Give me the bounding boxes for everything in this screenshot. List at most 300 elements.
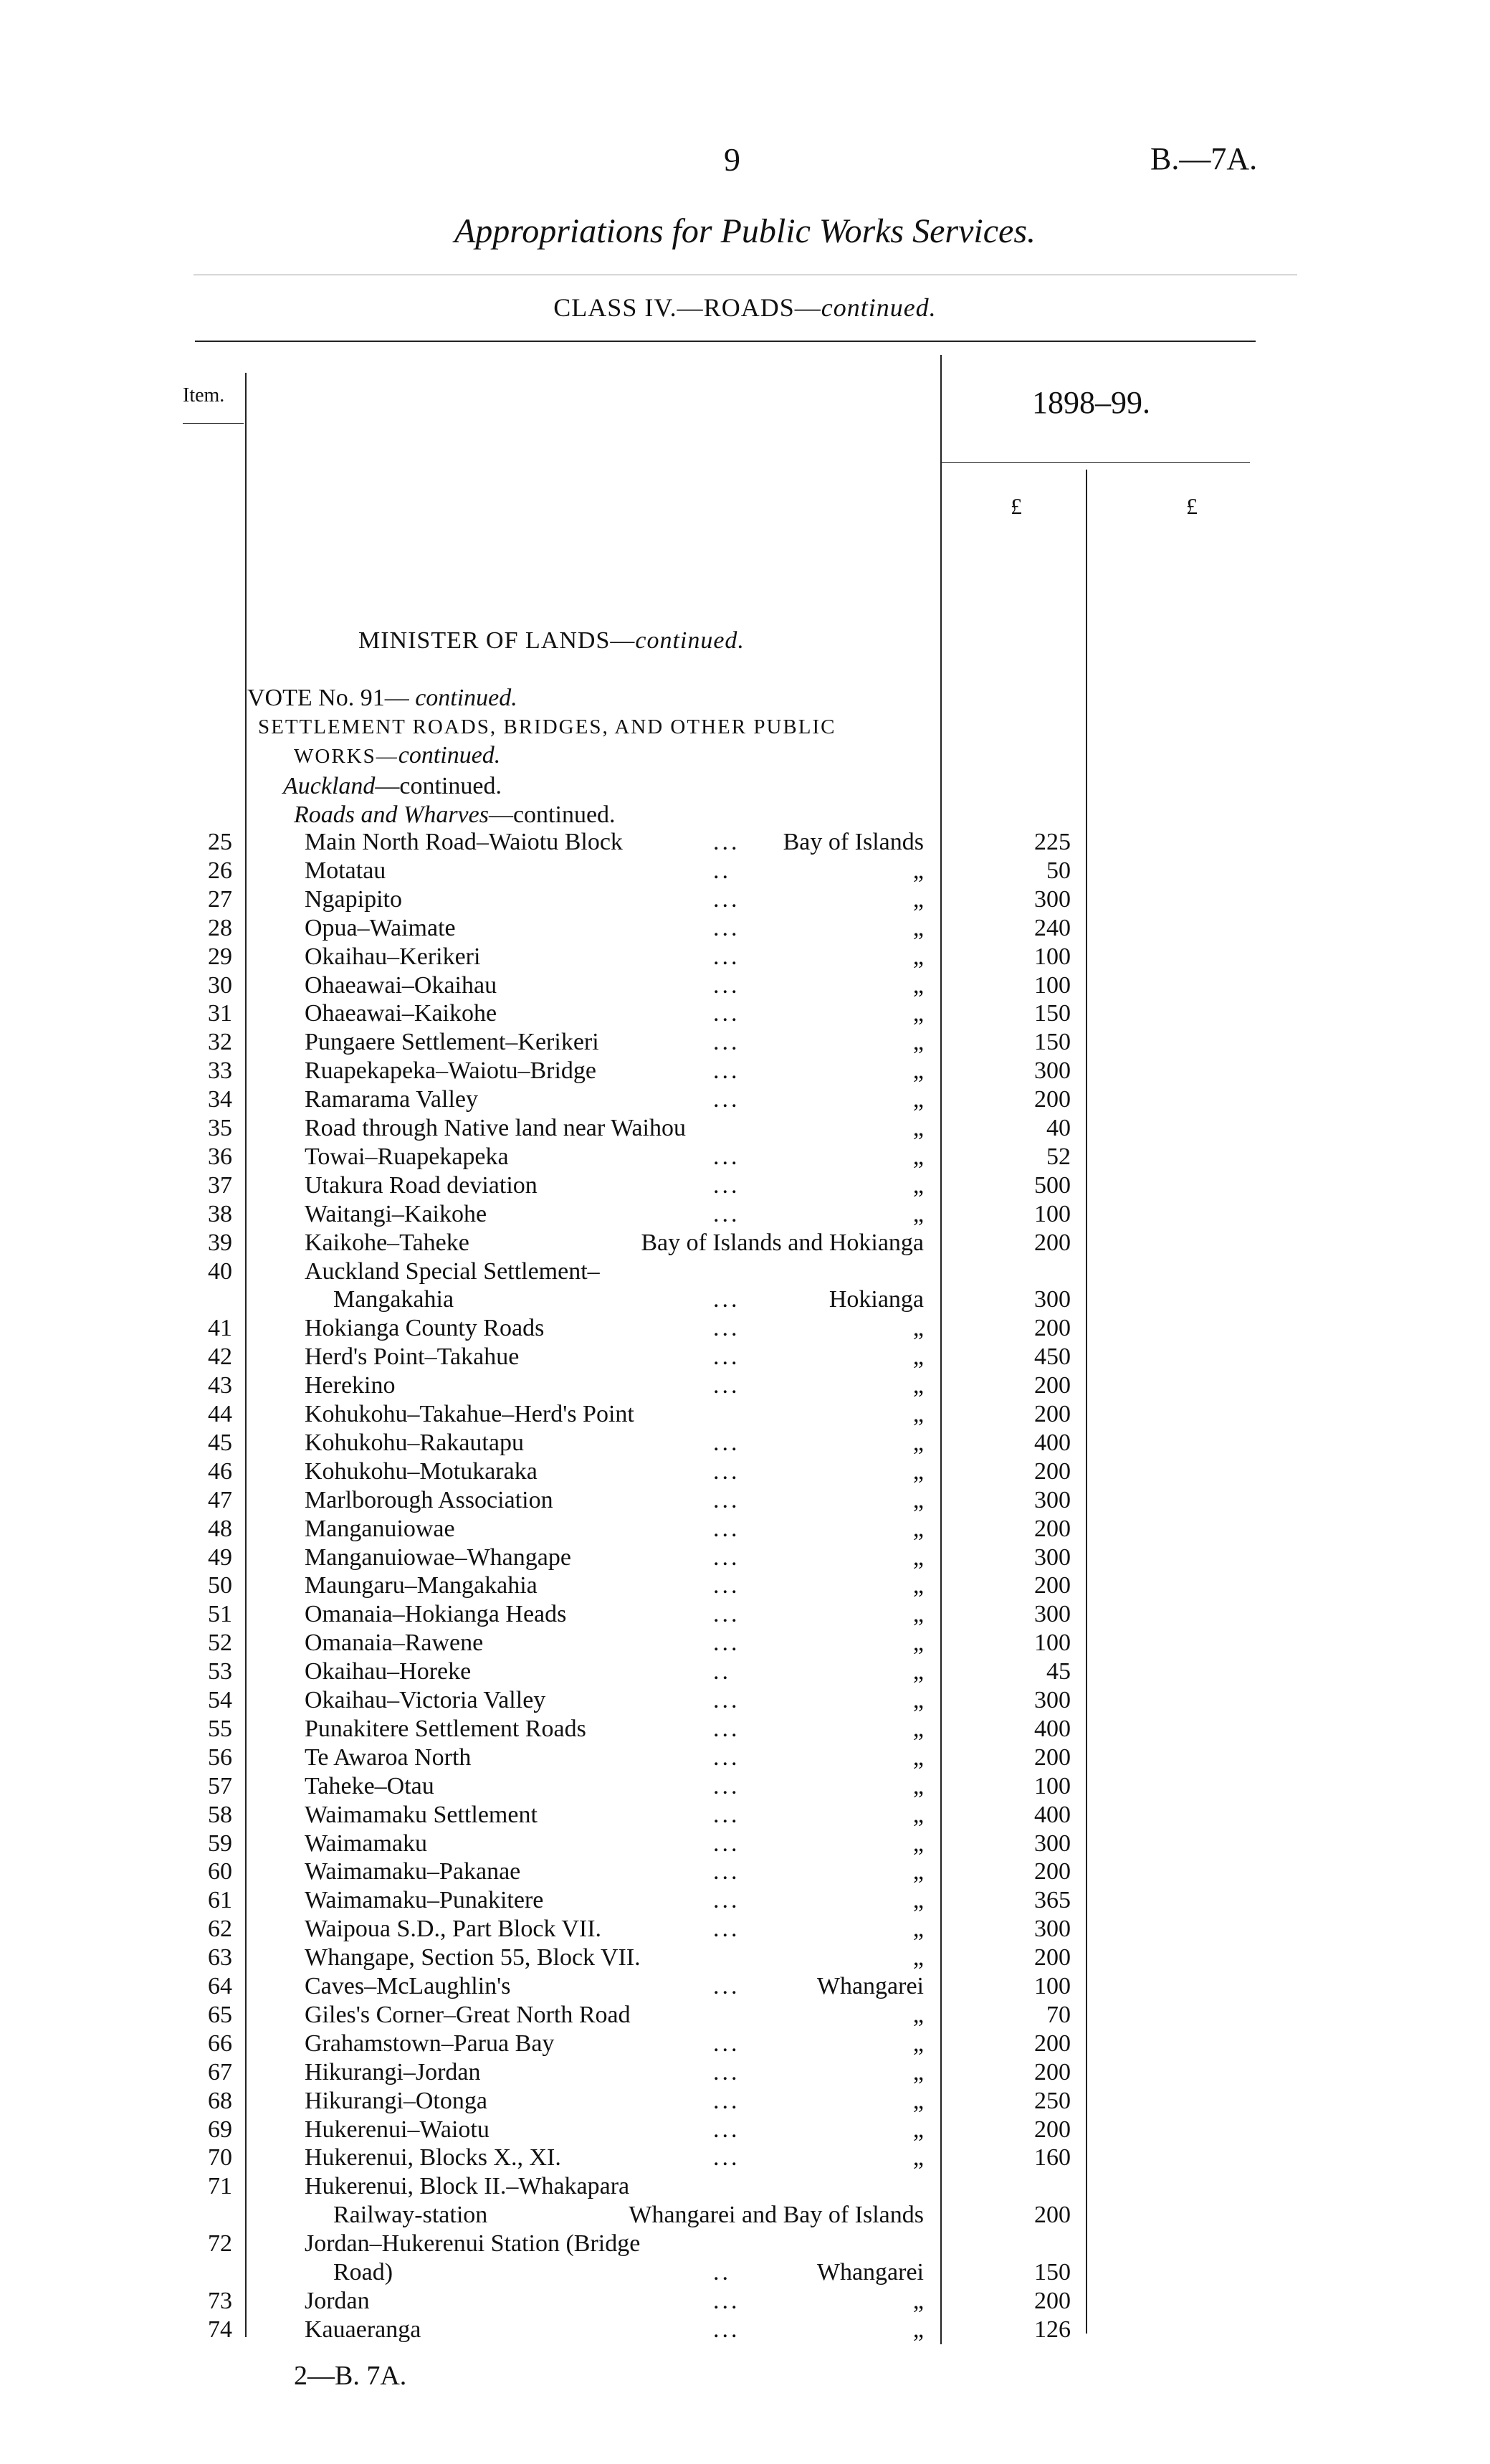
- table-row: [0, 1486, 1490, 1515]
- item-number: 44: [208, 1401, 232, 1427]
- item-number: 65: [208, 2001, 232, 2028]
- table-row: [0, 1657, 1490, 1686]
- item-number: 38: [208, 1200, 232, 1227]
- district: Bay of Islands and Hokianga: [641, 1229, 924, 1256]
- amount: 150: [1034, 1029, 1071, 1056]
- district: Bay of Islands: [783, 829, 924, 855]
- vote-main: VOTE No. 91—: [247, 685, 416, 711]
- leader-dots: ...: [713, 1772, 740, 1799]
- district: „: [912, 1429, 924, 1456]
- table-row: [0, 1457, 1490, 1486]
- district: „: [912, 885, 924, 913]
- district: „: [912, 1029, 924, 1056]
- road-name: Road through Native land near Waihou: [305, 1115, 686, 1141]
- road-name: Utakura Road deviation: [305, 1171, 538, 1199]
- document-reference: B.—7A.: [1150, 141, 1258, 176]
- table-row: [0, 1171, 1490, 1200]
- leader-dots: ...: [713, 1286, 740, 1313]
- subtitle-continued: continued.: [821, 293, 937, 322]
- district: „: [912, 1801, 924, 1828]
- table-row: [0, 1257, 1490, 1286]
- road-name: Grahamstown–Parua Bay: [305, 2030, 555, 2057]
- leader-dots: ...: [713, 1630, 740, 1657]
- district: „: [912, 1057, 924, 1085]
- road-name: Hokianga County Roads: [305, 1315, 545, 1342]
- item-number: 42: [208, 1343, 232, 1371]
- table-row: [0, 2116, 1490, 2144]
- item-number: 55: [208, 1715, 232, 1742]
- road-name: Hukerenui, Block II.–Whakapara: [305, 2173, 630, 2200]
- table-row: [0, 2230, 1490, 2258]
- amount: 300: [1034, 1601, 1071, 1628]
- amount: 126: [1034, 2316, 1071, 2343]
- auckland-main: Auckland: [283, 773, 376, 799]
- table-row: [0, 1944, 1490, 1972]
- leader-dots: ...: [713, 1429, 740, 1456]
- road-name: Omanaia–Hokianga Heads: [305, 1601, 567, 1628]
- table-row: [0, 1600, 1490, 1629]
- item-number: 66: [208, 2030, 232, 2057]
- leader-dots: ...: [713, 2058, 740, 2085]
- table-row: [0, 971, 1490, 1000]
- table-row: [0, 1744, 1490, 1772]
- road-name: Whangape, Section 55, Block VII.: [305, 1944, 641, 1971]
- amount: 200: [1034, 1944, 1071, 1971]
- class-subtitle: [0, 292, 1490, 323]
- leader-dots: ...: [713, 1000, 740, 1027]
- settlement-main: WORKS—: [294, 745, 398, 768]
- leader-dots: ...: [713, 1887, 740, 1914]
- table-row: [0, 1285, 1490, 1314]
- amount: 200: [1034, 1086, 1071, 1113]
- district: Whangarei: [816, 1973, 924, 1999]
- amount: 200: [1034, 1229, 1071, 1256]
- amount: 100: [1034, 1630, 1071, 1657]
- district: „: [912, 1744, 924, 1771]
- district: „: [912, 1000, 924, 1027]
- table-row: [0, 1200, 1490, 1229]
- district: „: [912, 1200, 924, 1227]
- leader-dots: ...: [713, 1801, 740, 1828]
- item-number: 29: [208, 943, 232, 970]
- table-row: [0, 1772, 1490, 1801]
- amount: 100: [1034, 943, 1071, 970]
- road-name: Main North Road–Waiotu Block: [305, 829, 623, 855]
- table-row: [0, 2030, 1490, 2058]
- settlement-heading-line1: SETTLEMENT ROADS, BRIDGES, AND OTHER PUBLIC: [258, 715, 836, 738]
- amount: 200: [1034, 1401, 1071, 1427]
- amount: 200: [1034, 1744, 1071, 1771]
- leader-dots: ...: [713, 1057, 740, 1085]
- leader-dots: ...: [713, 2087, 740, 2114]
- leader-dots: ...: [713, 1143, 740, 1170]
- table-row: [0, 1028, 1490, 1057]
- district: „: [912, 1772, 924, 1799]
- district: „: [912, 2287, 924, 2314]
- district: „: [912, 1315, 924, 1342]
- district: Hokianga: [828, 1286, 924, 1313]
- amount: 52: [1046, 1143, 1071, 1170]
- road-name: Waipoua S.D., Part Block VII.: [305, 1916, 602, 1943]
- district: „: [912, 1372, 924, 1399]
- item-number: 62: [208, 1916, 232, 1943]
- amount: 100: [1034, 1772, 1071, 1799]
- road-name: Opua–Waimate: [305, 914, 456, 941]
- item-number: 69: [208, 2116, 232, 2143]
- district: „: [912, 1086, 924, 1113]
- district: „: [912, 2087, 924, 2114]
- item-number: 56: [208, 1744, 232, 1771]
- leader-dots: ...: [713, 1543, 740, 1571]
- item-number: 58: [208, 1801, 232, 1828]
- amount: 200: [1034, 1372, 1071, 1399]
- item-column-header: Item.: [183, 384, 225, 406]
- road-name: Waimamaku: [305, 1830, 427, 1857]
- table-row: [0, 885, 1490, 914]
- table-row: [0, 2316, 1490, 2344]
- table-row: [0, 1429, 1490, 1457]
- amount: 200: [1034, 1515, 1071, 1542]
- minister-heading: [358, 627, 745, 655]
- leader-dots: ...: [713, 1572, 740, 1599]
- item-number: 30: [208, 971, 232, 999]
- item-number: 74: [208, 2316, 232, 2343]
- amount: 500: [1034, 1171, 1071, 1199]
- road-name: Punakitere Settlement Roads: [305, 1715, 586, 1742]
- table-row: [0, 1801, 1490, 1830]
- table-row: [0, 2172, 1490, 2201]
- item-number: 49: [208, 1543, 232, 1571]
- roads-continued: —continued.: [488, 801, 616, 828]
- table-row: [0, 2201, 1490, 2230]
- table-row: [0, 1715, 1490, 1744]
- leader-dots: ...: [713, 1858, 740, 1885]
- item-number: 43: [208, 1372, 232, 1399]
- settlement-heading-line2: [294, 742, 500, 769]
- amount: 400: [1034, 1429, 1071, 1456]
- road-name: Railway-station: [333, 2202, 488, 2229]
- table-row: [0, 1686, 1490, 1715]
- district: „: [912, 943, 924, 970]
- table-row: [0, 1371, 1490, 1400]
- road-name: Hikurangi–Jordan: [305, 2058, 481, 2085]
- item-number: 51: [208, 1601, 232, 1628]
- table-row: [0, 1085, 1490, 1114]
- leader-dots: ...: [713, 2316, 740, 2343]
- road-name: Caves–McLaughlin's: [305, 1973, 511, 1999]
- amount: 300: [1034, 1486, 1071, 1513]
- item-number: 39: [208, 1229, 232, 1256]
- district: „: [912, 1601, 924, 1628]
- district: „: [912, 1687, 924, 1713]
- road-name: Ohaeawai–Okaihau: [305, 971, 497, 999]
- leader-dots: ...: [713, 829, 740, 855]
- amount: 300: [1034, 1057, 1071, 1085]
- amount: 70: [1046, 2001, 1071, 2028]
- leader-dots: ...: [713, 1029, 740, 1056]
- item-number: 25: [208, 829, 232, 855]
- amount: 400: [1034, 1801, 1071, 1828]
- item-number: 67: [208, 2058, 232, 2085]
- amount: 200: [1034, 1315, 1071, 1342]
- amount: 300: [1034, 1286, 1071, 1313]
- road-name: Ngapipito: [305, 885, 402, 913]
- minister-main: MINISTER OF LANDS—: [358, 627, 636, 654]
- leader-dots: ...: [713, 1830, 740, 1857]
- leader-dots: ...: [713, 885, 740, 913]
- amount: 200: [1034, 1457, 1071, 1485]
- road-name: Waitangi–Kaikohe: [305, 1200, 487, 1227]
- district: „: [912, 1401, 924, 1427]
- item-number: 41: [208, 1315, 232, 1342]
- road-name: Waimamaku Settlement: [305, 1801, 538, 1828]
- road-name: Kohukohu–Takahue–Herd's Point: [305, 1401, 634, 1427]
- leader-dots: ...: [713, 1715, 740, 1742]
- district: „: [912, 1457, 924, 1485]
- item-number: 37: [208, 1171, 232, 1199]
- amount: 250: [1034, 2087, 1071, 2114]
- leader-dots: ...: [713, 1457, 740, 1485]
- road-name: Ramarama Valley: [305, 1086, 479, 1113]
- item-number: 47: [208, 1486, 232, 1513]
- item-number: 70: [208, 2144, 232, 2172]
- leader-dots: ...: [713, 1200, 740, 1227]
- road-name: Marlborough Association: [305, 1486, 553, 1513]
- table-row: [0, 2087, 1490, 2116]
- district: „: [912, 2316, 924, 2343]
- road-name: Jordan: [305, 2287, 370, 2314]
- district: „: [912, 2116, 924, 2143]
- item-number: 26: [208, 857, 232, 884]
- amount: 300: [1034, 885, 1071, 913]
- table-row: [0, 1143, 1490, 1171]
- district: „: [912, 2030, 924, 2057]
- item-number: 53: [208, 1658, 232, 1685]
- item-number: 35: [208, 1115, 232, 1141]
- district: „: [912, 1916, 924, 1943]
- amount: 45: [1046, 1658, 1071, 1685]
- leader-dots: ...: [713, 1372, 740, 1399]
- subtitle-main: CLASS IV.—ROADS—: [553, 293, 821, 322]
- leader-dots: ...: [713, 1315, 740, 1342]
- road-name: Kauaeranga: [305, 2316, 421, 2343]
- auckland-heading: [283, 773, 502, 800]
- district: „: [912, 1115, 924, 1141]
- leader-dots: ..: [713, 857, 731, 884]
- table-top-rule: [195, 341, 1256, 342]
- table-row: [0, 1543, 1490, 1572]
- leader-dots: ...: [713, 2144, 740, 2172]
- amount: 400: [1034, 1715, 1071, 1742]
- amount: 100: [1034, 1973, 1071, 1999]
- amount: 200: [1034, 2287, 1071, 2314]
- table-row: [0, 1571, 1490, 1600]
- district: „: [912, 1171, 924, 1199]
- table-row: [0, 1314, 1490, 1343]
- district: „: [912, 1658, 924, 1685]
- table-row: [0, 1972, 1490, 2001]
- amount: 200: [1034, 2058, 1071, 2085]
- road-name: Ruapekapeka–Waiotu–Bridge: [305, 1057, 597, 1085]
- road-name: Waimamaku–Punakitere: [305, 1887, 544, 1914]
- item-number: 31: [208, 1000, 232, 1027]
- district: „: [912, 1887, 924, 1914]
- road-name: Taheke–Otau: [305, 1772, 434, 1799]
- amount: 300: [1034, 1916, 1071, 1943]
- road-name: Giles's Corner–Great North Road: [305, 2001, 631, 2028]
- district: Whangarei and Bay of Islands: [629, 2202, 924, 2229]
- item-number: 46: [208, 1457, 232, 1485]
- district: Whangarei: [816, 2259, 924, 2285]
- item-number: 34: [208, 1086, 232, 1113]
- district: „: [912, 1543, 924, 1571]
- item-number: 48: [208, 1515, 232, 1542]
- leader-dots: ...: [713, 1973, 740, 1999]
- page-number: 9: [724, 141, 740, 178]
- leader-dots: ...: [713, 1343, 740, 1371]
- item-number: 28: [208, 914, 232, 941]
- leader-dots: ...: [713, 914, 740, 941]
- amount: 200: [1034, 1858, 1071, 1885]
- item-number: 64: [208, 1973, 232, 1999]
- district: „: [912, 1515, 924, 1542]
- table-row: [0, 1857, 1490, 1886]
- amount: 200: [1034, 2202, 1071, 2229]
- amount: 200: [1034, 2030, 1071, 2057]
- table-row: [0, 2144, 1490, 2172]
- item-number: 71: [208, 2173, 232, 2200]
- table-row: [0, 999, 1490, 1028]
- district: „: [912, 971, 924, 999]
- year-rule: [942, 462, 1250, 463]
- item-number: 32: [208, 1029, 232, 1056]
- item-number: 59: [208, 1830, 232, 1857]
- road-name: Kaikohe–Taheke: [305, 1229, 469, 1256]
- table-row: [0, 1515, 1490, 1543]
- road-name: Okaihau–Horeke: [305, 1658, 472, 1685]
- settlement-continued: continued.: [398, 742, 501, 769]
- leader-dots: ...: [713, 1916, 740, 1943]
- road-name: Ohaeawai–Kaikohe: [305, 1000, 497, 1027]
- road-name: Hukerenui, Blocks X., XI.: [305, 2144, 561, 2172]
- table-row: [0, 1886, 1490, 1915]
- item-number: 27: [208, 885, 232, 913]
- amount: 225: [1034, 829, 1071, 855]
- item-number: 40: [208, 1257, 232, 1285]
- table-row: [0, 1343, 1490, 1371]
- roads-wharves-heading: [294, 801, 616, 829]
- leader-dots: ...: [713, 971, 740, 999]
- amount: 300: [1034, 1543, 1071, 1571]
- road-name: Maungaru–Mangakahia: [305, 1572, 538, 1599]
- table-row: [0, 2258, 1490, 2287]
- leader-dots: ...: [713, 1486, 740, 1513]
- item-number: 36: [208, 1143, 232, 1170]
- year-column-header: 1898–99.: [1032, 385, 1150, 420]
- district: „: [912, 857, 924, 884]
- leader-dots: ...: [713, 2030, 740, 2057]
- road-name: Mangakahia: [333, 1286, 454, 1313]
- road-name: Omanaia–Rawene: [305, 1630, 484, 1657]
- district: „: [912, 2144, 924, 2172]
- leader-dots: ...: [713, 2116, 740, 2143]
- item-number: 63: [208, 1944, 232, 1971]
- amount: 100: [1034, 971, 1071, 999]
- road-name: Jordan–Hukerenui Station (Bridge: [305, 2230, 641, 2258]
- table-row: [0, 1400, 1490, 1429]
- currency-header-2: £: [1186, 493, 1198, 519]
- district: „: [912, 2058, 924, 2085]
- table-row: [0, 943, 1490, 971]
- district: „: [912, 1486, 924, 1513]
- table-row: [0, 2001, 1490, 2030]
- item-number: 60: [208, 1858, 232, 1885]
- item-number: 57: [208, 1772, 232, 1799]
- road-name: Kohukohu–Motukaraka: [305, 1457, 538, 1485]
- district: „: [912, 1572, 924, 1599]
- road-name: Waimamaku–Pakanae: [305, 1858, 521, 1885]
- road-name: Te Awaroa North: [305, 1744, 472, 1771]
- page-title: Appropriations for Public Works Services.: [454, 212, 1036, 250]
- auckland-continued: —continued.: [375, 773, 502, 799]
- amount: 160: [1034, 2144, 1071, 2172]
- amount: 200: [1034, 1572, 1071, 1599]
- item-number: 33: [208, 1057, 232, 1085]
- item-number: 50: [208, 1572, 232, 1599]
- amount: 40: [1046, 1115, 1071, 1141]
- district: „: [912, 1715, 924, 1742]
- road-name: Hukerenui–Waiotu: [305, 2116, 489, 2143]
- item-number: 54: [208, 1687, 232, 1713]
- road-name: Herd's Point–Takahue: [305, 1343, 520, 1371]
- item-number: 73: [208, 2287, 232, 2314]
- minister-continued: continued.: [635, 627, 745, 654]
- district: „: [912, 1630, 924, 1657]
- table-row: [0, 1114, 1490, 1143]
- table-row: [0, 1057, 1490, 1085]
- district: „: [912, 1830, 924, 1857]
- road-name: Manganuiowae: [305, 1515, 455, 1542]
- item-number: 45: [208, 1429, 232, 1456]
- road-name: Road): [333, 2259, 393, 2285]
- road-name: Kohukohu–Rakautapu: [305, 1429, 524, 1456]
- footer-signature: 2—B. 7A.: [294, 2361, 407, 2391]
- roads-main: Roads and Wharves: [294, 801, 489, 828]
- amount: 450: [1034, 1343, 1071, 1371]
- item-number: 61: [208, 1887, 232, 1914]
- table-row: [0, 1629, 1490, 1657]
- item-number: 68: [208, 2087, 232, 2114]
- leader-dots: ...: [713, 1086, 740, 1113]
- leader-dots: ..: [713, 1658, 731, 1685]
- item-head-rule: [183, 423, 244, 424]
- amount: 300: [1034, 1687, 1071, 1713]
- vote-continued: continued.: [415, 685, 517, 711]
- road-name: Motatau: [305, 857, 386, 884]
- road-name: Herekino: [305, 1372, 396, 1399]
- currency-header-1: £: [1011, 493, 1022, 519]
- district: „: [912, 1858, 924, 1885]
- item-number: 72: [208, 2230, 232, 2258]
- amount: 150: [1034, 1000, 1071, 1027]
- leader-dots: ...: [713, 1171, 740, 1199]
- table-row: [0, 828, 1490, 857]
- item-number: 52: [208, 1630, 232, 1657]
- leader-dots: ...: [713, 1601, 740, 1628]
- amount: 100: [1034, 1200, 1071, 1227]
- road-name: Manganuiowae–Whangape: [305, 1543, 571, 1571]
- table-row: [0, 1830, 1490, 1858]
